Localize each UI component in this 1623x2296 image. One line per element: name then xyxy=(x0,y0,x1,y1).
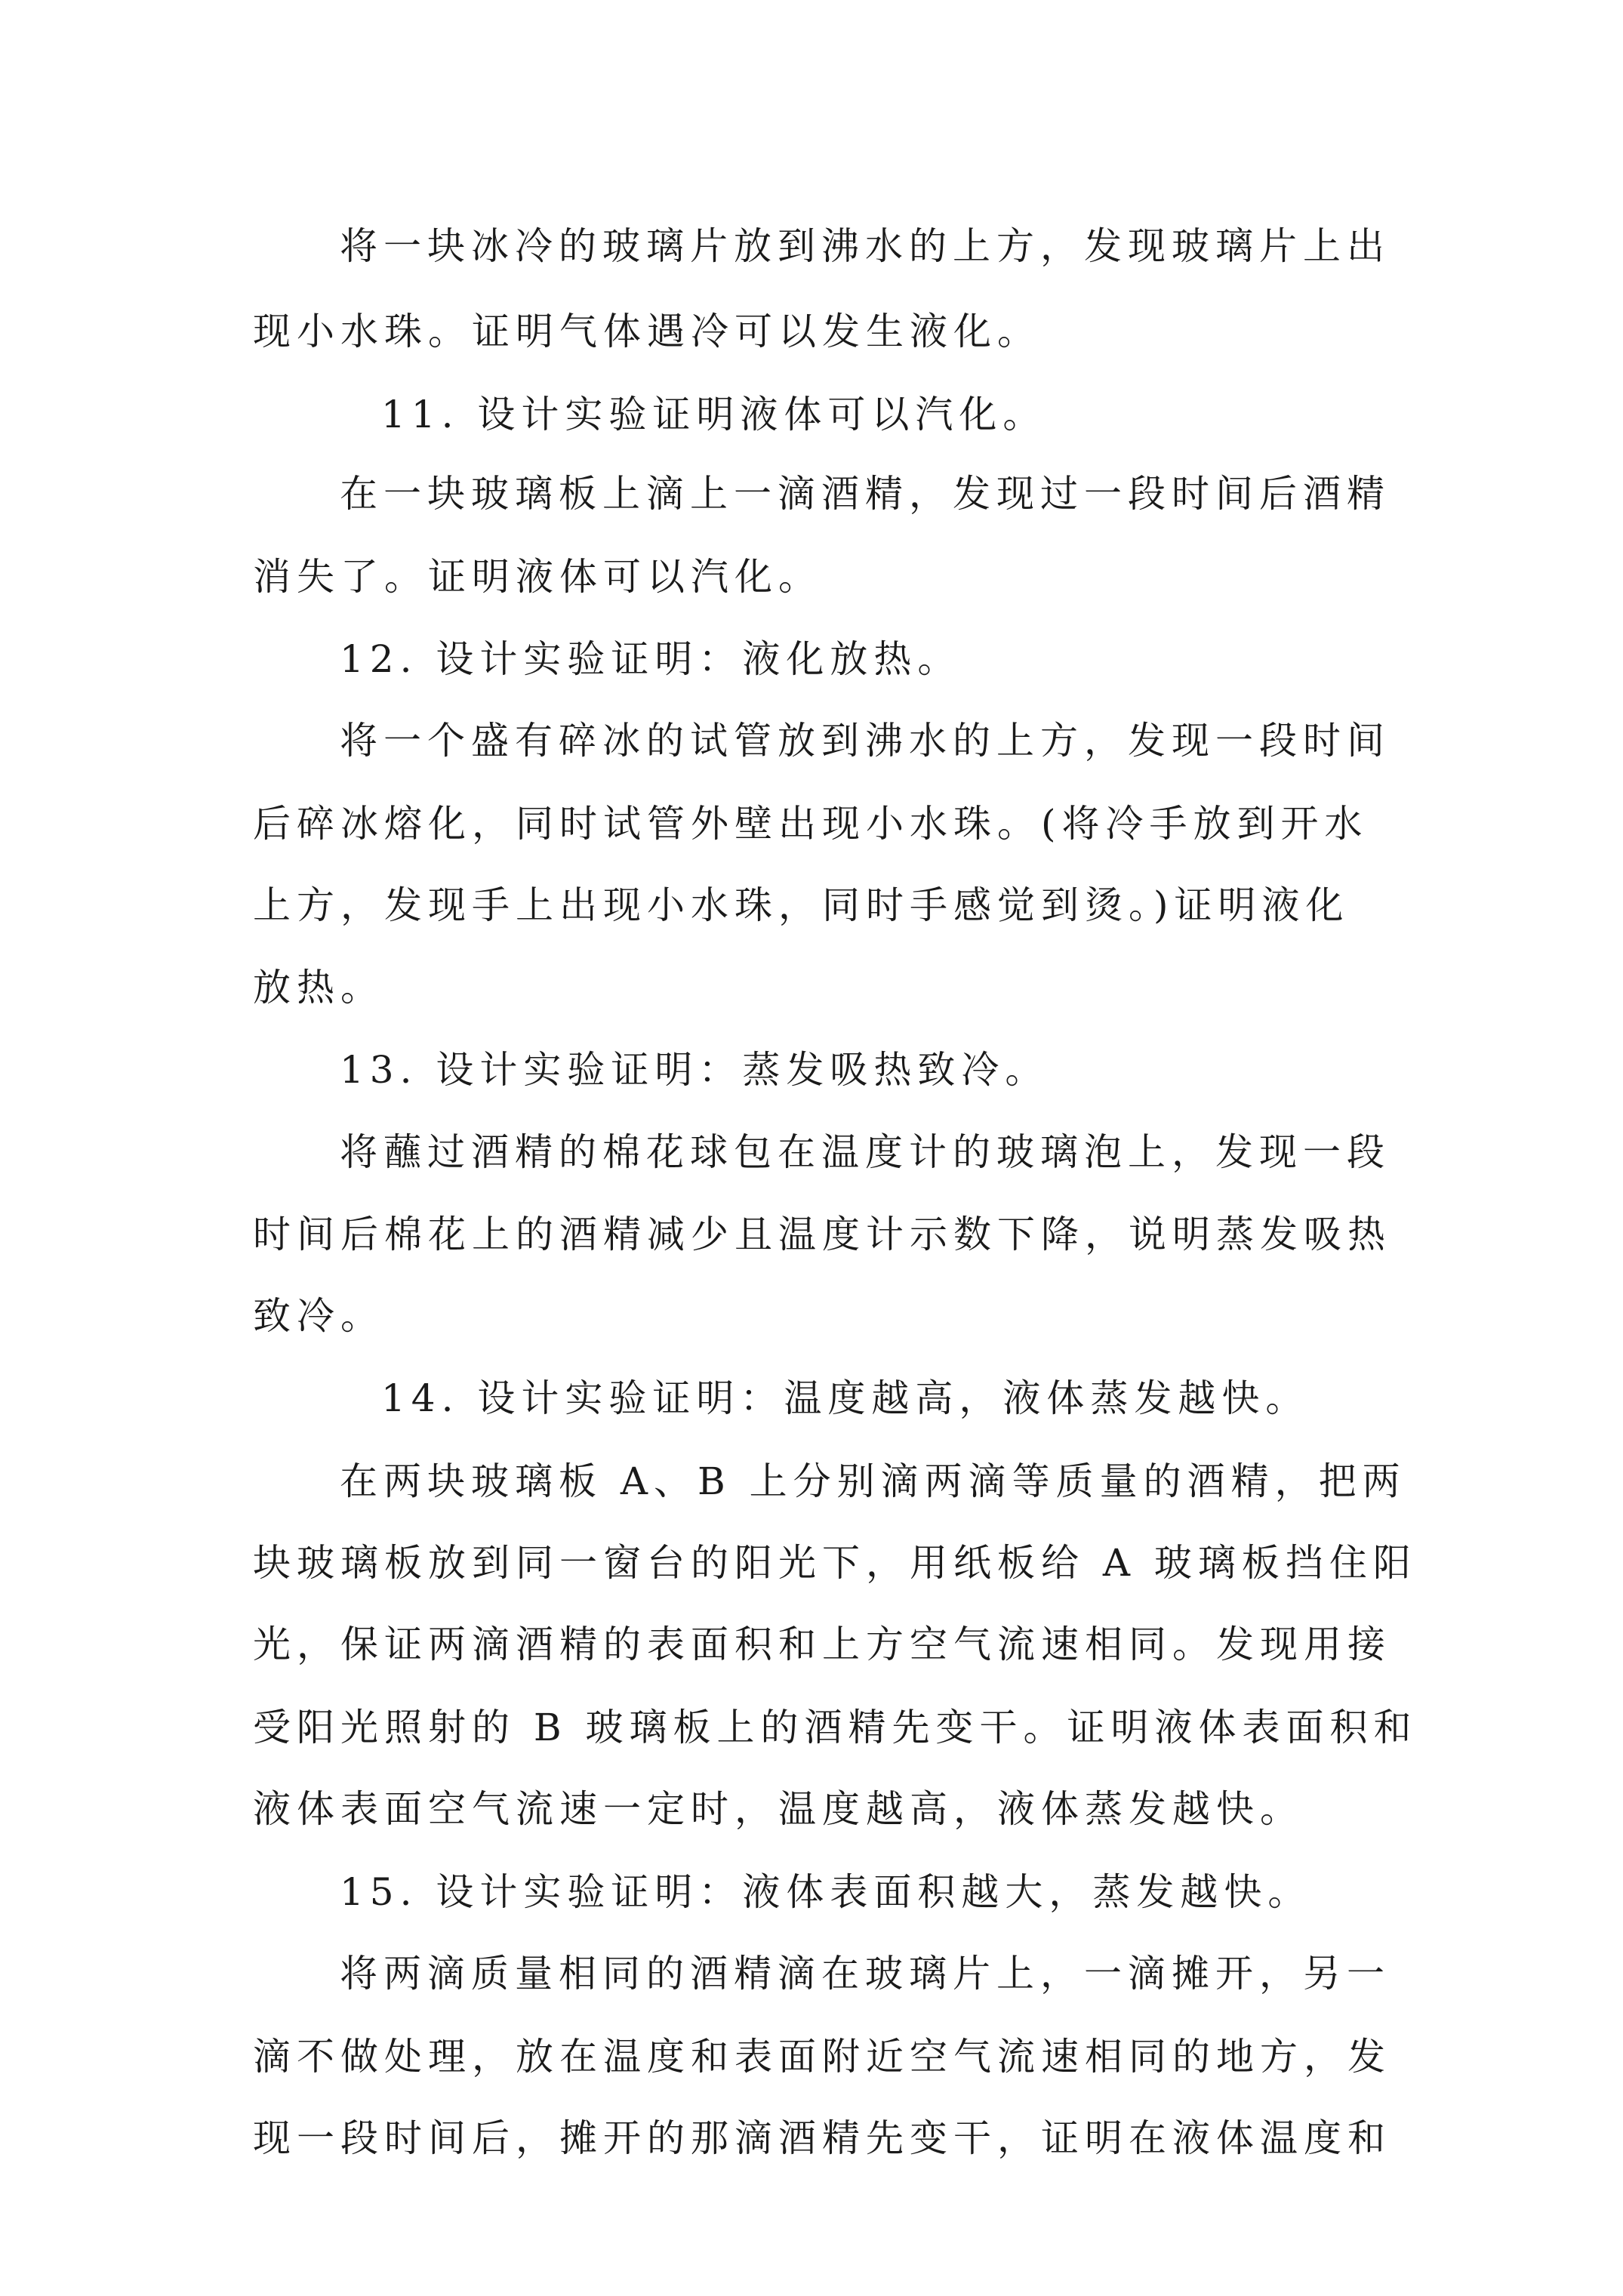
paragraph-line: 将蘸过酒精的棉花球包在温度计的玻璃泡上，发现一段 xyxy=(340,1130,1390,1174)
paragraph-line: 受阳光照射的 B 玻璃板上的酒精先变干。证明液体表面积和 xyxy=(253,1706,1418,1749)
section-heading-11: 11. 设计实验证明液体可以汽化。 xyxy=(381,393,1047,436)
paragraph-line: 在两块玻璃板 A、B 上分别滴两滴等质量的酒精，把两 xyxy=(340,1459,1406,1503)
paragraph-line: 块玻璃板放到同一窗台的阳光下，用纸板给 A 玻璃板挡住阳 xyxy=(253,1541,1417,1585)
paragraph-line: 将一个盛有碎冰的试管放到沸水的上方，发现一段时间 xyxy=(340,719,1390,763)
paragraph-line: 滴不做处理，放在温度和表面附近空气流速相同的地方，发 xyxy=(253,2035,1391,2079)
paragraph-line: 光，保证两滴酒精的表面积和上方空气流速相同。发现用接 xyxy=(253,1623,1391,1666)
paragraph-line: 上方，发现手上出现小水珠，同时手感觉到烫。)证明液化 xyxy=(253,883,1350,927)
paragraph-line: 放热。 xyxy=(253,966,384,1009)
paragraph-line: 现一段时间后，摊开的那滴酒精先变干，证明在液体温度和 xyxy=(253,2116,1391,2160)
section-heading-12: 12. 设计实验证明：液化放热。 xyxy=(340,637,962,681)
paragraph-line: 致冷。 xyxy=(253,1294,384,1338)
section-heading-15: 15. 设计实验证明：液体表面积越大，蒸发越快。 xyxy=(340,1870,1312,1914)
paragraph-line: 时间后棉花上的酒精减少且温度计示数下降，说明蒸发吸热 xyxy=(253,1213,1391,1256)
paragraph-line: 后碎冰熔化，同时试管外壁出现小水珠。(将冷手放到开水 xyxy=(253,802,1369,846)
paragraph-line: 将两滴质量相同的酒精滴在玻璃片上，一滴摊开，另一 xyxy=(340,1952,1390,1996)
paragraph-line: 将一块冰冷的玻璃片放到沸水的上方，发现玻璃片上出 xyxy=(340,224,1390,268)
paragraph-line: 现小水珠。证明气体遇冷可以发生液化。 xyxy=(253,310,1041,353)
paragraph-line: 消失了。证明液体可以汽化。 xyxy=(253,555,822,599)
paragraph-line: 在一块玻璃板上滴上一滴酒精，发现过一段时间后酒精 xyxy=(340,472,1390,516)
paragraph-line: 液体表面空气流速一定时，温度越高，液体蒸发越快。 xyxy=(253,1787,1304,1831)
section-heading-13: 13. 设计实验证明：蒸发吸热致冷。 xyxy=(340,1048,1049,1092)
section-heading-14: 14. 设计实验证明：温度越高，液体蒸发越快。 xyxy=(381,1376,1310,1420)
